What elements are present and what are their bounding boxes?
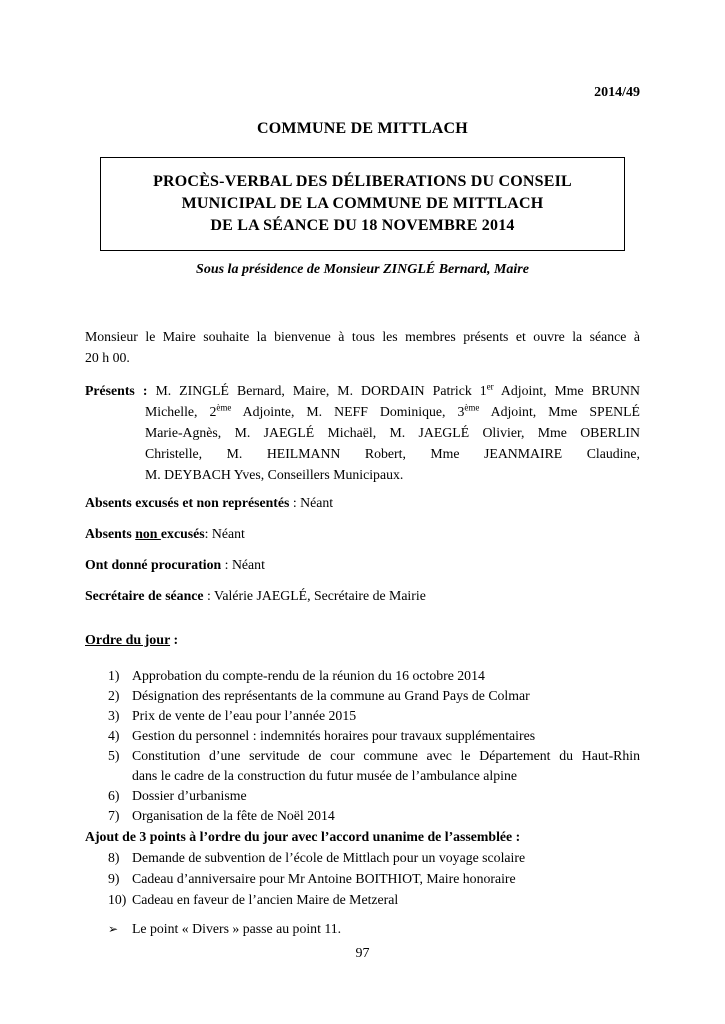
status-separator: :	[204, 526, 212, 541]
status-label: Absents excusés et non représentés	[85, 495, 290, 510]
item-line-2: dans le cadre de la construction du futur musée de l’ambulance alpine	[132, 768, 518, 783]
agenda-list	[108, 666, 640, 826]
status-label: excusés	[160, 526, 205, 541]
status-separator: :	[289, 495, 301, 510]
title-line-1: PROCÈS-VERBAL DES DÉLIBERATIONS DU CONSEIL	[153, 173, 572, 190]
presents-text: M. ZINGLÉ Bernard, Maire, M. DORDAIN Patrick 1	[155, 383, 487, 398]
item-number: 1)	[108, 668, 120, 683]
item-text: Prix de vente de l’eau pour l’année 2015	[132, 708, 357, 723]
agenda-item-8	[108, 847, 640, 868]
agenda-item-1	[108, 666, 640, 686]
ordinal-superscript: ème	[216, 402, 232, 413]
item-text: Demande de subvention de l’école de Mittlach pour un voyage scolaire	[132, 850, 526, 865]
item-number: 10)	[108, 892, 127, 907]
divers-note-text: Le point « Divers » passe au point 11.	[132, 921, 342, 936]
opening-line-2: 20 h 00.	[85, 350, 130, 365]
title-line-2: MUNICIPAL DE LA COMMUNE DE MITTLACH	[181, 195, 544, 212]
item-text: Constitution d’une servitude de cour commune avec le Département du Haut-Rhin	[132, 748, 640, 763]
agenda-item-6	[108, 786, 640, 806]
presents-text: Adjoint, Mme SPENLÉ	[479, 404, 640, 419]
presents-text: Adjointe, M. NEFF Dominique, 3	[231, 404, 465, 419]
divers-note	[108, 918, 640, 940]
attendance-presents	[85, 380, 640, 485]
status-absents-excuses	[85, 492, 640, 513]
status-value: Néant	[211, 526, 245, 541]
opening-paragraph	[85, 326, 640, 368]
item-number: 6)	[108, 788, 120, 803]
item-number: 2)	[108, 688, 120, 703]
status-label: Secrétaire de séance	[85, 588, 204, 603]
status-value: Néant	[300, 495, 334, 510]
status-value: Valérie JAEGLÉ, Secrétaire de Mairie	[213, 588, 426, 603]
page-number: 97	[355, 946, 370, 961]
commune-title: COMMUNE DE MITTLACH	[257, 120, 468, 137]
agenda-item-3	[108, 706, 640, 726]
added-points-heading: Ajout de 3 points à l’ordre du jour avec l’accord unanime de l’assemblée :	[85, 829, 521, 844]
agenda-item-10	[108, 889, 640, 910]
status-label: Absents	[85, 526, 136, 541]
item-text: Cadeau en faveur de l’ancien Maire de Metzeral	[132, 892, 399, 907]
presents-text: Michelle, 2	[145, 404, 217, 419]
item-number: 5)	[108, 748, 120, 763]
presents-text: Adjoint, Mme BRUNN	[493, 383, 640, 398]
item-line-1	[108, 746, 640, 766]
status-label: Ont donné procuration	[85, 557, 222, 572]
title-box	[100, 157, 625, 251]
item-text: Gestion du personnel : indemnités horaires pour travaux supplémentaires	[132, 728, 536, 743]
item-text: Organisation de la fête de Noël 2014	[132, 808, 335, 823]
agenda-item-5	[108, 746, 640, 786]
status-separator: :	[221, 557, 232, 572]
item-number: 9)	[108, 871, 120, 886]
ordinal-superscript: er	[486, 381, 494, 392]
page-ref: 2014/49	[594, 85, 640, 100]
arrow-bullet-icon: ➢	[108, 922, 119, 936]
item-text: Cadeau d’anniversaire pour Mr Antoine BOITHIOT, Maire honoraire	[132, 871, 516, 886]
item-number: 8)	[108, 850, 120, 865]
title-line-3: DE LA SÉANCE DU 18 NOVEMBRE 2014	[210, 217, 515, 234]
status-separator: :	[203, 588, 214, 603]
item-text: Désignation des représentants de la commune au Grand Pays de Colmar	[132, 688, 530, 703]
presidency-line: Sous la présidence de Monsieur ZINGLÉ Bernard, Maire	[196, 262, 529, 277]
agenda-heading-text: Ordre du jour	[85, 633, 171, 648]
added-points-list	[108, 847, 640, 910]
status-procuration	[85, 554, 640, 575]
status-secretaire	[85, 585, 640, 606]
status-label-underlined: non	[135, 526, 161, 541]
presents-line-4: Christelle, M. HEILMANN Robert, Mme JEANMAIRE Claudine,	[145, 446, 640, 461]
status-value: Néant	[231, 557, 265, 572]
item-number: 4)	[108, 728, 120, 743]
opening-line-1: Monsieur le Maire souhaite la bienvenue à tous les membres présents et ouvre la séance à	[85, 329, 640, 344]
item-text: Dossier d’urbanisme	[132, 788, 247, 803]
presents-line-1	[85, 380, 640, 401]
agenda-item-9	[108, 868, 640, 889]
status-absents-non-excuses	[85, 523, 640, 544]
agenda-item-4	[108, 726, 640, 746]
agenda-heading-colon: :	[170, 633, 179, 648]
presents-label: Présents :	[85, 383, 148, 398]
presents-line-2	[85, 401, 640, 422]
presents-line-5: M. DEYBACH Yves, Conseillers Municipaux.	[145, 467, 404, 482]
ordinal-superscript: ème	[464, 402, 480, 413]
agenda-heading	[85, 630, 640, 651]
agenda-item-7	[108, 806, 640, 826]
item-number: 7)	[108, 808, 120, 823]
item-number: 3)	[108, 708, 120, 723]
agenda-item-2	[108, 686, 640, 706]
presents-line-3: Marie-Agnès, M. JAEGLÉ Michaël, M. JAEGLÉ Olivier, Mme OBERLIN	[145, 425, 640, 440]
item-text: Approbation du compte-rendu de la réunion du 16 octobre 2014	[132, 668, 485, 683]
